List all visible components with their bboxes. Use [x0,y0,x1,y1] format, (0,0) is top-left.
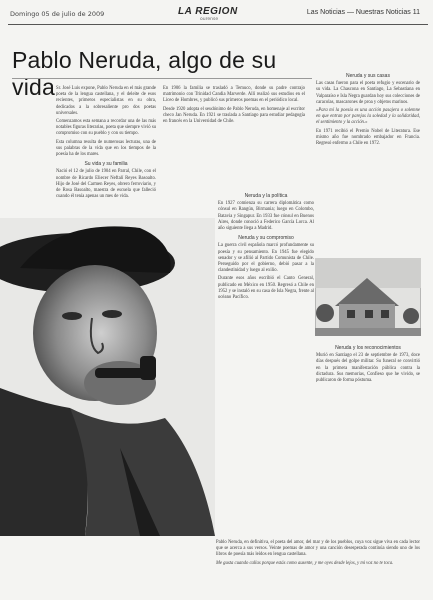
right-column [316,70,420,149]
house-photo [315,258,421,336]
lead-paragraph-2: Comenzamos esta semana a recordar una de las más notables figuras literarias, poeta que siempre vivió su compromiso con su pueblo y con su tiempo. [56,119,156,137]
family-paragraph: Nació el 12 de julio de 1904 en Parral, Chile, con el nombre de Ricardo Eliecer Neftalí Reyes Basoalto. Hijo de José del Carmen Reyes, obrero ferroviario, y de Rosa Basoalto, maestra de escuela que falleció cuando él tenía apenas un mes de vida. [56,169,156,200]
section-heading-family: Su vida y su familia [84,161,128,168]
section-heading-houses: Neruda y sus casas [346,73,390,79]
pull-quote: «Para mí la poesía es una acción pasajera o solemne en que entran por parejas la soledad y la solidaridad, el sentimiento y la acción.» [316,108,420,126]
canto-paragraph: Durante esos años escribió el Canto General, publicado en México en 1950. Regresó a Chile en 1952 y se instaló en su casa de Isla Negra, frente al océano Pacífico. [218,276,314,301]
section-label: Las Noticias — Nuestras Noticias 11 [306,9,420,16]
middle-paragraph-1: En 1906 la familia se trasladó a Temuco, donde su padre contrajo matrimonio con Trinidad Candia Marverde. Allí realizó sus estudios en el Liceo de Hombres, y publicó sus primeros poemas en el periódico local. [163,86,305,104]
middle-column-lower [218,190,314,303]
section-heading-commitment: Neruda y su compromiso [238,235,294,242]
politics-paragraph: En 1927 comienza su carrera diplomática como cónsul en Rangún, Birmania; luego en Colombo, Batavia y Singapur. En 1933 fue cónsul en Buenos Aires, donde conoció a Federico García Lorca. Al año siguiente llega a Madrid. [218,201,314,232]
lead-paragraph-3: Esta columna resulta de numerosas lecturas, una de sus palabras de la vida que en los tiempos de la poesía ha de los mares. [56,139,156,158]
section-heading-politics: Neruda y la política [244,193,288,199]
newspaper-brand: LA REGION [178,6,238,17]
closing-verse: Me gusta cuando callas porque estás como ausente, y me oyes desde lejos, y mi voz no te toca. [216,560,394,566]
portrait-photo [0,218,215,536]
section-heading-recognition: Neruda y los reconocimientos [335,345,401,351]
houses-paragraph: Las casas fueron para el poeta refugio y escenario de su vida. La Chascona en Santiago, La Sebastiana en Valparaíso e Isla Negra guardan hoy sus colecciones de caracolas, mascarones de proa y objetos marinos. [316,81,420,105]
nobel-paragraph: En 1971 recibió el Premio Nobel de Literatura. Ese mismo año fue nombrado embajador en Francia. Regresó enfermo a Chile en 1972. [316,128,420,147]
newspaper-brand-sub: ourense [200,17,219,22]
lead-paragraph: Sr. José Luis expone, Pablo Neruda en el más grande poeta de la lengua castellana, y el deleite de esos recientes, primeros especialistas en su obra, dedicados a la sobresaliente pro dos poetas universales. [56,86,156,116]
right-column-lower [316,342,420,386]
bottom-text [216,540,420,569]
issue-date: Domingo 05 de julio de 2009 [10,10,105,18]
recognition-paragraph: Murió en Santiago el 23 de septiembre de 1973, doce días después del golpe militar. Su funeral se convirtió en la primera manifestación pública contra la dictadura. Sus memorias, Confieso que he vivido, se publicaron de forma póstuma. [316,353,420,384]
middle-column [163,86,305,127]
page-header [8,6,428,25]
title-divider [12,78,312,79]
closing-paragraph: Pablo Neruda, en definitiva, el poeta del amor, del mar y de los pueblos, cuya voz sigue viva en cada lector que se acerca a sus versos. Veinte poemas de amor y una canción desesperada continúa siendo uno de los libros de poesía más leídos en lengua castellana. [216,540,420,558]
lead-column [56,86,156,202]
commitment-paragraph: La guerra civil española marcó profundamente su poesía y su pensamiento. En 1945 fue elegido senador y se afilió al Partido Comunista de Chile. Perseguido por el gobierno, debió pasar a la clandestinidad y luego al exilio. [218,243,314,274]
middle-paragraph-2: Desde 1920 adopta el seudónimo de Pablo Neruda, en homenaje al escritor checo Jan Neruda. En 1921 se traslada a Santiago para estudiar pedagogía en francés en la Universidad de Chile. [163,106,305,125]
article-title: Pablo Neruda, algo de su vida [12,47,277,100]
